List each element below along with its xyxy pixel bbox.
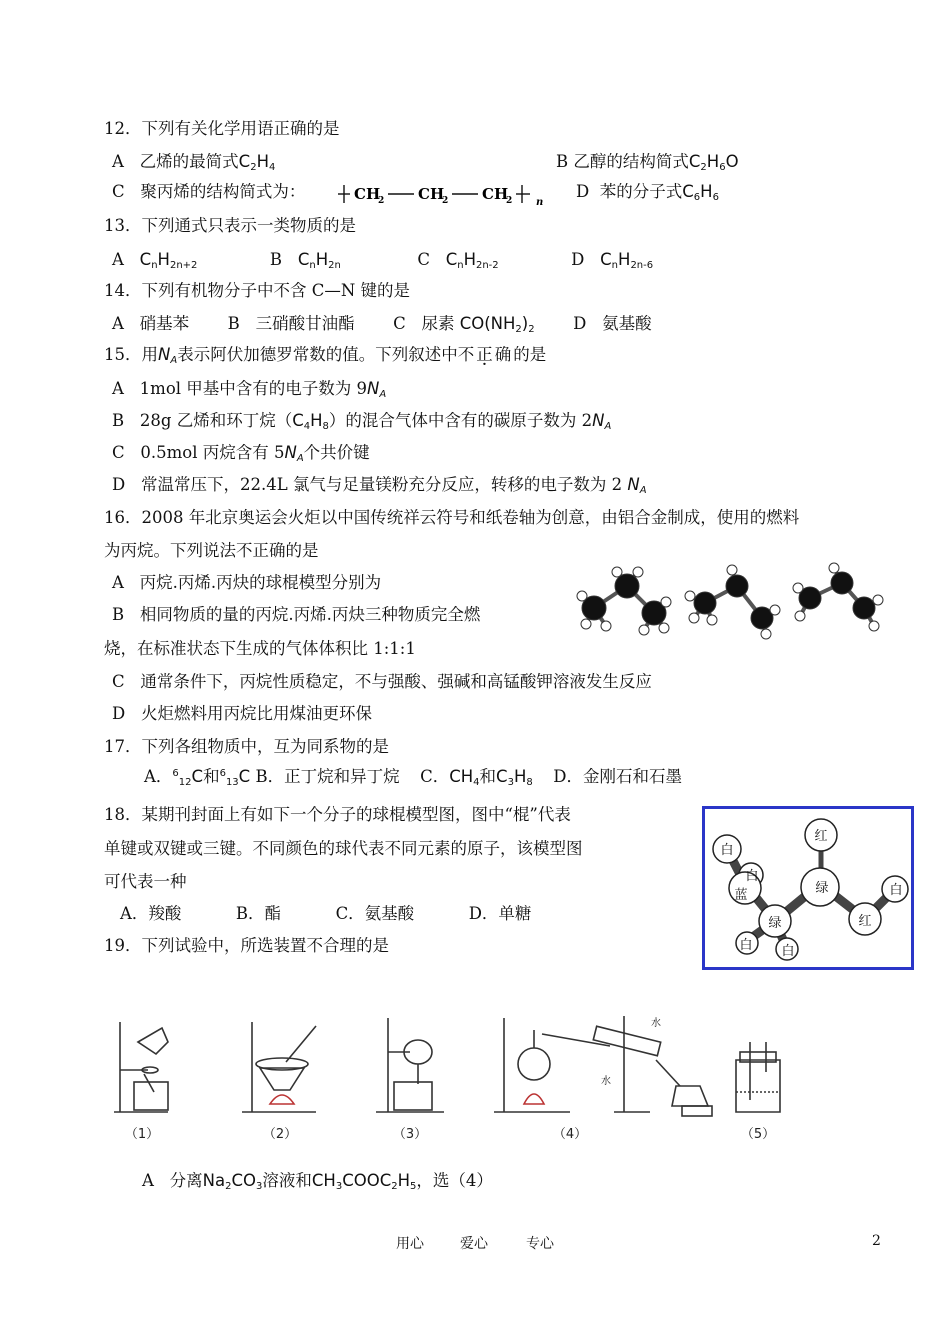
option-text: A．羧酸 [120, 904, 182, 923]
option-label: D [112, 704, 126, 723]
q16-option-b [112, 604, 480, 626]
svg-text:CH: CH [354, 185, 381, 203]
option-label: D [112, 475, 126, 494]
formula: $C_2H_4$ [238, 152, 276, 173]
footer-text-3: 专心 [526, 1236, 554, 1252]
option-text: 相同物质的量的丙烷.丙烯.丙炔三种物质完全燃 [139, 605, 481, 624]
svg-text:2: 2 [506, 196, 513, 206]
question-14-stem: 14．下列有机物分子中不含 C—N 键的是 [104, 281, 411, 300]
option-text: 丙烷.丙烯.丙炔的球棍模型分别为 [139, 573, 382, 592]
atom-label: 红 [814, 829, 828, 844]
option-text: 1mol 甲基中含有的电子数为 9 [139, 379, 368, 398]
option-label: B [227, 314, 240, 333]
option-text: B．酯 [235, 904, 282, 923]
option-label: A [112, 314, 124, 333]
q16-option-b-cont: 烧，在标准状态下生成的气体体积比 1:1:1 [104, 639, 416, 658]
formula: $CH_3COOC_2H_5$ [311, 1171, 417, 1192]
isotope-c13: $^6_{13}$C [219, 767, 251, 788]
option-text: D．单糖 [468, 904, 532, 923]
svg-text:CH: CH [482, 185, 509, 203]
question-18-line3: 可代表一种 [104, 872, 187, 891]
atom-label: 绿 [815, 881, 829, 896]
option-text: B 乙醇的结构简式 [556, 152, 689, 171]
option-text: 分离 [169, 1171, 203, 1190]
na-symbol: $N_A$ [284, 443, 304, 464]
q15-option-c [112, 442, 370, 464]
q19-option-a: A 分离$Na_2CO_3$溶液和$CH_3COOC_2H_5$，选（4） [142, 1171, 493, 1192]
option-label: C [417, 250, 430, 269]
stem-part: 的是 [513, 345, 547, 364]
conjunction: 和 [203, 767, 220, 786]
water-label: 水 [651, 1018, 661, 1029]
option-text: 尿素 [421, 314, 455, 333]
question-16-stem-line2: 为丙烷。下列说法不正确的是 [104, 541, 319, 560]
question-12-stem: 12．下列有关化学用语正确的是 [104, 119, 340, 138]
question-16-stem-line1: 16．2008 年北京奥运会火炬以中国传统祥云符号和纸卷轴为创意，由铝合金制成，使用的燃料 [104, 508, 800, 527]
lab-apparatus-figure [110, 1012, 800, 1152]
formula: $CO(NH_2)_2$ [459, 314, 535, 335]
stem-part: 表示阿伏加德罗常数的值。下列叙述中 [177, 345, 458, 364]
q15-option-a [112, 378, 386, 400]
formula: $C_nH_{2n-6}$ [600, 250, 654, 271]
conjunction: 和 [479, 767, 497, 786]
apparatus-label-3: （3） [392, 1127, 428, 1142]
q12-option-d [576, 181, 719, 203]
q16-option-d [112, 703, 372, 725]
atom-label: 白 [889, 883, 903, 898]
svg-text:n: n [536, 197, 544, 208]
option-label: C [112, 443, 125, 462]
option-label: A [112, 152, 124, 171]
isotope-c12: $^6_{12}$C [172, 767, 204, 788]
apparatus-label-5: （5） [740, 1127, 776, 1142]
question-18-line2: 单键或双键或三键。不同颜色的球代表不同元素的原子，该模型图 [104, 839, 583, 858]
water-label: 水 [601, 1076, 611, 1087]
stem-part: 15．用 [104, 345, 158, 364]
q18-options [120, 903, 531, 925]
atom-label: 白 [745, 869, 759, 884]
option-label: A [142, 1171, 154, 1190]
question-13-stem: 13．下列通式只表示一类物质的是 [104, 216, 356, 235]
atom-label: 白 [739, 938, 753, 953]
atom-label: 蓝 [734, 888, 748, 903]
propane-propene-propyne-models [572, 558, 902, 648]
formula: $C_3H_8$ [496, 767, 533, 788]
apparatus-label-4: （4） [552, 1127, 588, 1142]
ball-stick-molecule [705, 809, 911, 967]
option-text: 常温常压下，22.4L 氯气与足量镁粉充分反应，转移的电子数为 2 [140, 475, 623, 494]
option-text: 通常条件下，丙烷性质稳定，不与强酸、强碱和高锰酸钾溶液发生反应 [140, 672, 652, 691]
svg-text:CH: CH [418, 185, 445, 203]
formula: $C_nH_{2n}$ [297, 250, 341, 271]
option-label: C [393, 314, 406, 333]
polypropylene-formula [336, 180, 558, 208]
question-15-stem [104, 344, 546, 366]
svg-text:2: 2 [442, 196, 449, 206]
option-label: B [112, 411, 125, 430]
option-text: 乙烯的最简式 [139, 152, 239, 171]
q16-option-a [112, 572, 381, 594]
option-text: 硝基苯 [139, 314, 190, 333]
atom-label: 绿 [768, 916, 782, 931]
option-label: D [573, 314, 587, 333]
na-symbol: $N_A$ [592, 411, 612, 432]
na-symbol: $N_A$ [158, 345, 178, 366]
formula: $C_4H_8$ [292, 411, 329, 432]
option-label: B [112, 605, 125, 624]
option-text: ）的混合气体中含有的碳原子数为 2 [328, 411, 593, 430]
propene-atoms [685, 565, 780, 639]
q17-options [144, 766, 682, 788]
na-symbol: $N_A$ [367, 379, 387, 400]
formula: $C_2H_6O$ [688, 152, 739, 173]
option-label: A． [144, 767, 173, 786]
option-label: D [576, 182, 590, 201]
apparatus-label-2: （2） [262, 1127, 298, 1142]
option-text: B．正丁烷和异丁烷 [255, 767, 400, 786]
formula: $Na_2CO_3$ [202, 1171, 263, 1192]
option-label: C [112, 672, 125, 691]
option-text: 氨基酸 [602, 314, 652, 333]
question-19-stem: 19．下列试验中，所选装置不合理的是 [104, 936, 389, 955]
option-text: 三硝酸甘油酯 [255, 314, 355, 333]
option-label: D [571, 250, 585, 269]
formula: $CH_4$ [449, 767, 480, 788]
q12-option-c [112, 181, 305, 203]
option-label: C． [420, 767, 450, 786]
option-text: D．金刚石和石墨 [553, 767, 682, 786]
atom-label: 白 [781, 944, 795, 959]
emphasis-text: 不正确 [457, 345, 514, 364]
q12-option-a [112, 151, 275, 173]
option-label: B [269, 250, 283, 269]
q12-option-b [556, 151, 739, 173]
option-label: A [112, 250, 124, 269]
page-number: 2 [872, 1233, 881, 1249]
option-text: 聚丙烯的结构简式为： [140, 182, 306, 201]
atom-label: 白 [720, 843, 734, 858]
option-label: A [112, 573, 124, 592]
option-label: C [112, 182, 125, 201]
propane-atoms [577, 567, 671, 635]
question-17-stem: 17．下列各组物质中，互为同系物的是 [104, 737, 389, 756]
option-text: 0.5mol 丙烷含有 5 [140, 443, 285, 462]
na-symbol: $N_A$ [627, 475, 647, 496]
q14-options [112, 313, 652, 335]
q16-option-c [112, 671, 652, 693]
option-text: 28g 乙烯和环丁烷（ [139, 411, 293, 430]
footer-text-2: 爱心 [460, 1236, 488, 1252]
formula: $C_nH_{2n-2}$ [445, 250, 499, 271]
apparatus-label-1: （1） [124, 1127, 160, 1142]
option-text: ，选（4） [416, 1171, 493, 1190]
question-18-line1: 18．某期刊封面上有如下一个分子的球棍模型图，图中“棍”代表 [104, 805, 571, 824]
atom-label: 红 [858, 914, 872, 929]
formula: $C_6H_6$ [682, 182, 719, 203]
molecule-model-frame [702, 806, 914, 970]
option-text: 个共价键 [303, 443, 370, 462]
q15-option-d [112, 474, 647, 496]
q15-option-b [112, 410, 611, 432]
option-text: 苯的分子式 [599, 182, 683, 201]
option-label: A [112, 379, 124, 398]
footer-text-1: 用心 [396, 1236, 424, 1252]
option-text: C．氨基酸 [335, 904, 415, 923]
q13-options [112, 249, 653, 271]
svg-text:2: 2 [378, 196, 385, 206]
option-text: 火炬燃料用丙烷比用煤油更环保 [140, 704, 372, 723]
formula: $C_nH_{2n+2}$ [139, 250, 198, 271]
